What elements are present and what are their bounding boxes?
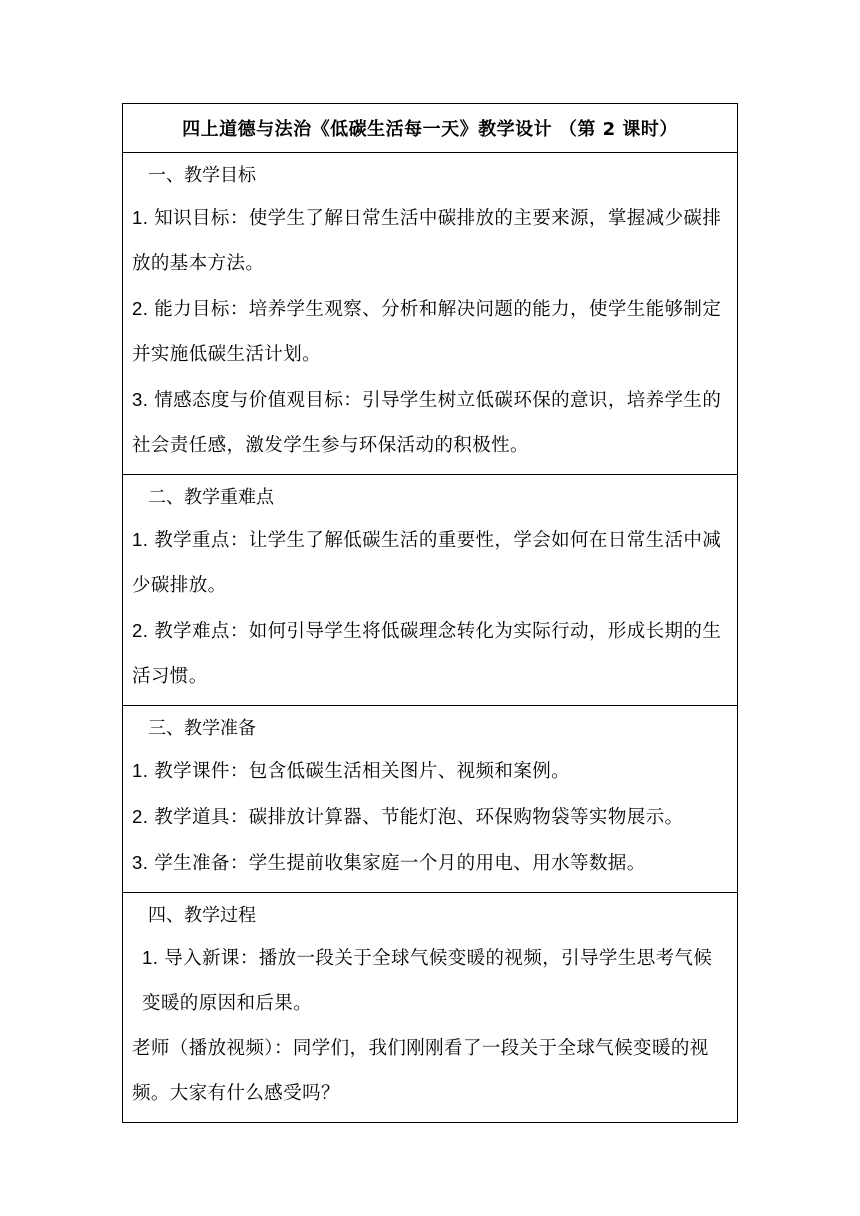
lesson-plan-table bbox=[122, 103, 738, 1123]
document-title: 四上道德与法治《低碳生活每一天》教学设计 （第 2 课时） bbox=[123, 104, 737, 153]
section-teaching-process bbox=[123, 893, 737, 1122]
paragraph: 2. 教学难点：如何引导学生将低碳理念转化为实际行动，形成长期的生活习惯。 bbox=[132, 620, 722, 687]
paragraph: 3. 学生准备：学生提前收集家庭一个月的用电、用水等数据。 bbox=[132, 852, 646, 874]
paragraph: 2. 教学道具：碳排放计算器、节能灯泡、环保购物袋等实物展示。 bbox=[132, 806, 684, 828]
paragraph: 2. 能力目标：培养学生观察、分析和解决问题的能力，使学生能够制定并实施低碳生活计划。 bbox=[132, 298, 722, 365]
paragraph: 3. 情感态度与价值观目标：引导学生树立低碳环保的意识，培养学生的社会责任感，激发学生参与环保活动的积极性。 bbox=[132, 389, 722, 456]
section-heading: 三、教学准备 bbox=[148, 718, 256, 739]
paragraph: 老师（播放视频）：同学们，我们刚刚看了一段关于全球气候变暖的视频。大家有什么感受吗？ bbox=[132, 1038, 709, 1104]
paragraph: 1. 教学课件：包含低碳生活相关图片、视频和案例。 bbox=[132, 760, 571, 782]
section-teaching-goals bbox=[123, 153, 737, 475]
paragraph: 1. 导入新课：播放一段关于全球气候变暖的视频，引导学生思考气候变暖的原因和后果。 bbox=[142, 947, 713, 1014]
paragraph: 1. 教学重点：让学生了解低碳生活的重要性，学会如何在日常生活中减少碳排放。 bbox=[132, 529, 722, 596]
section-heading: 四、教学过程 bbox=[148, 905, 256, 926]
section-key-difficult-points bbox=[123, 475, 737, 706]
section-heading: 二、教学重难点 bbox=[148, 487, 274, 508]
paragraph: 1. 知识目标：使学生了解日常生活中碳排放的主要来源，掌握减少碳排放的基本方法。 bbox=[132, 207, 722, 274]
section-heading: 一、教学目标 bbox=[148, 165, 256, 186]
section-preparation bbox=[123, 706, 737, 893]
